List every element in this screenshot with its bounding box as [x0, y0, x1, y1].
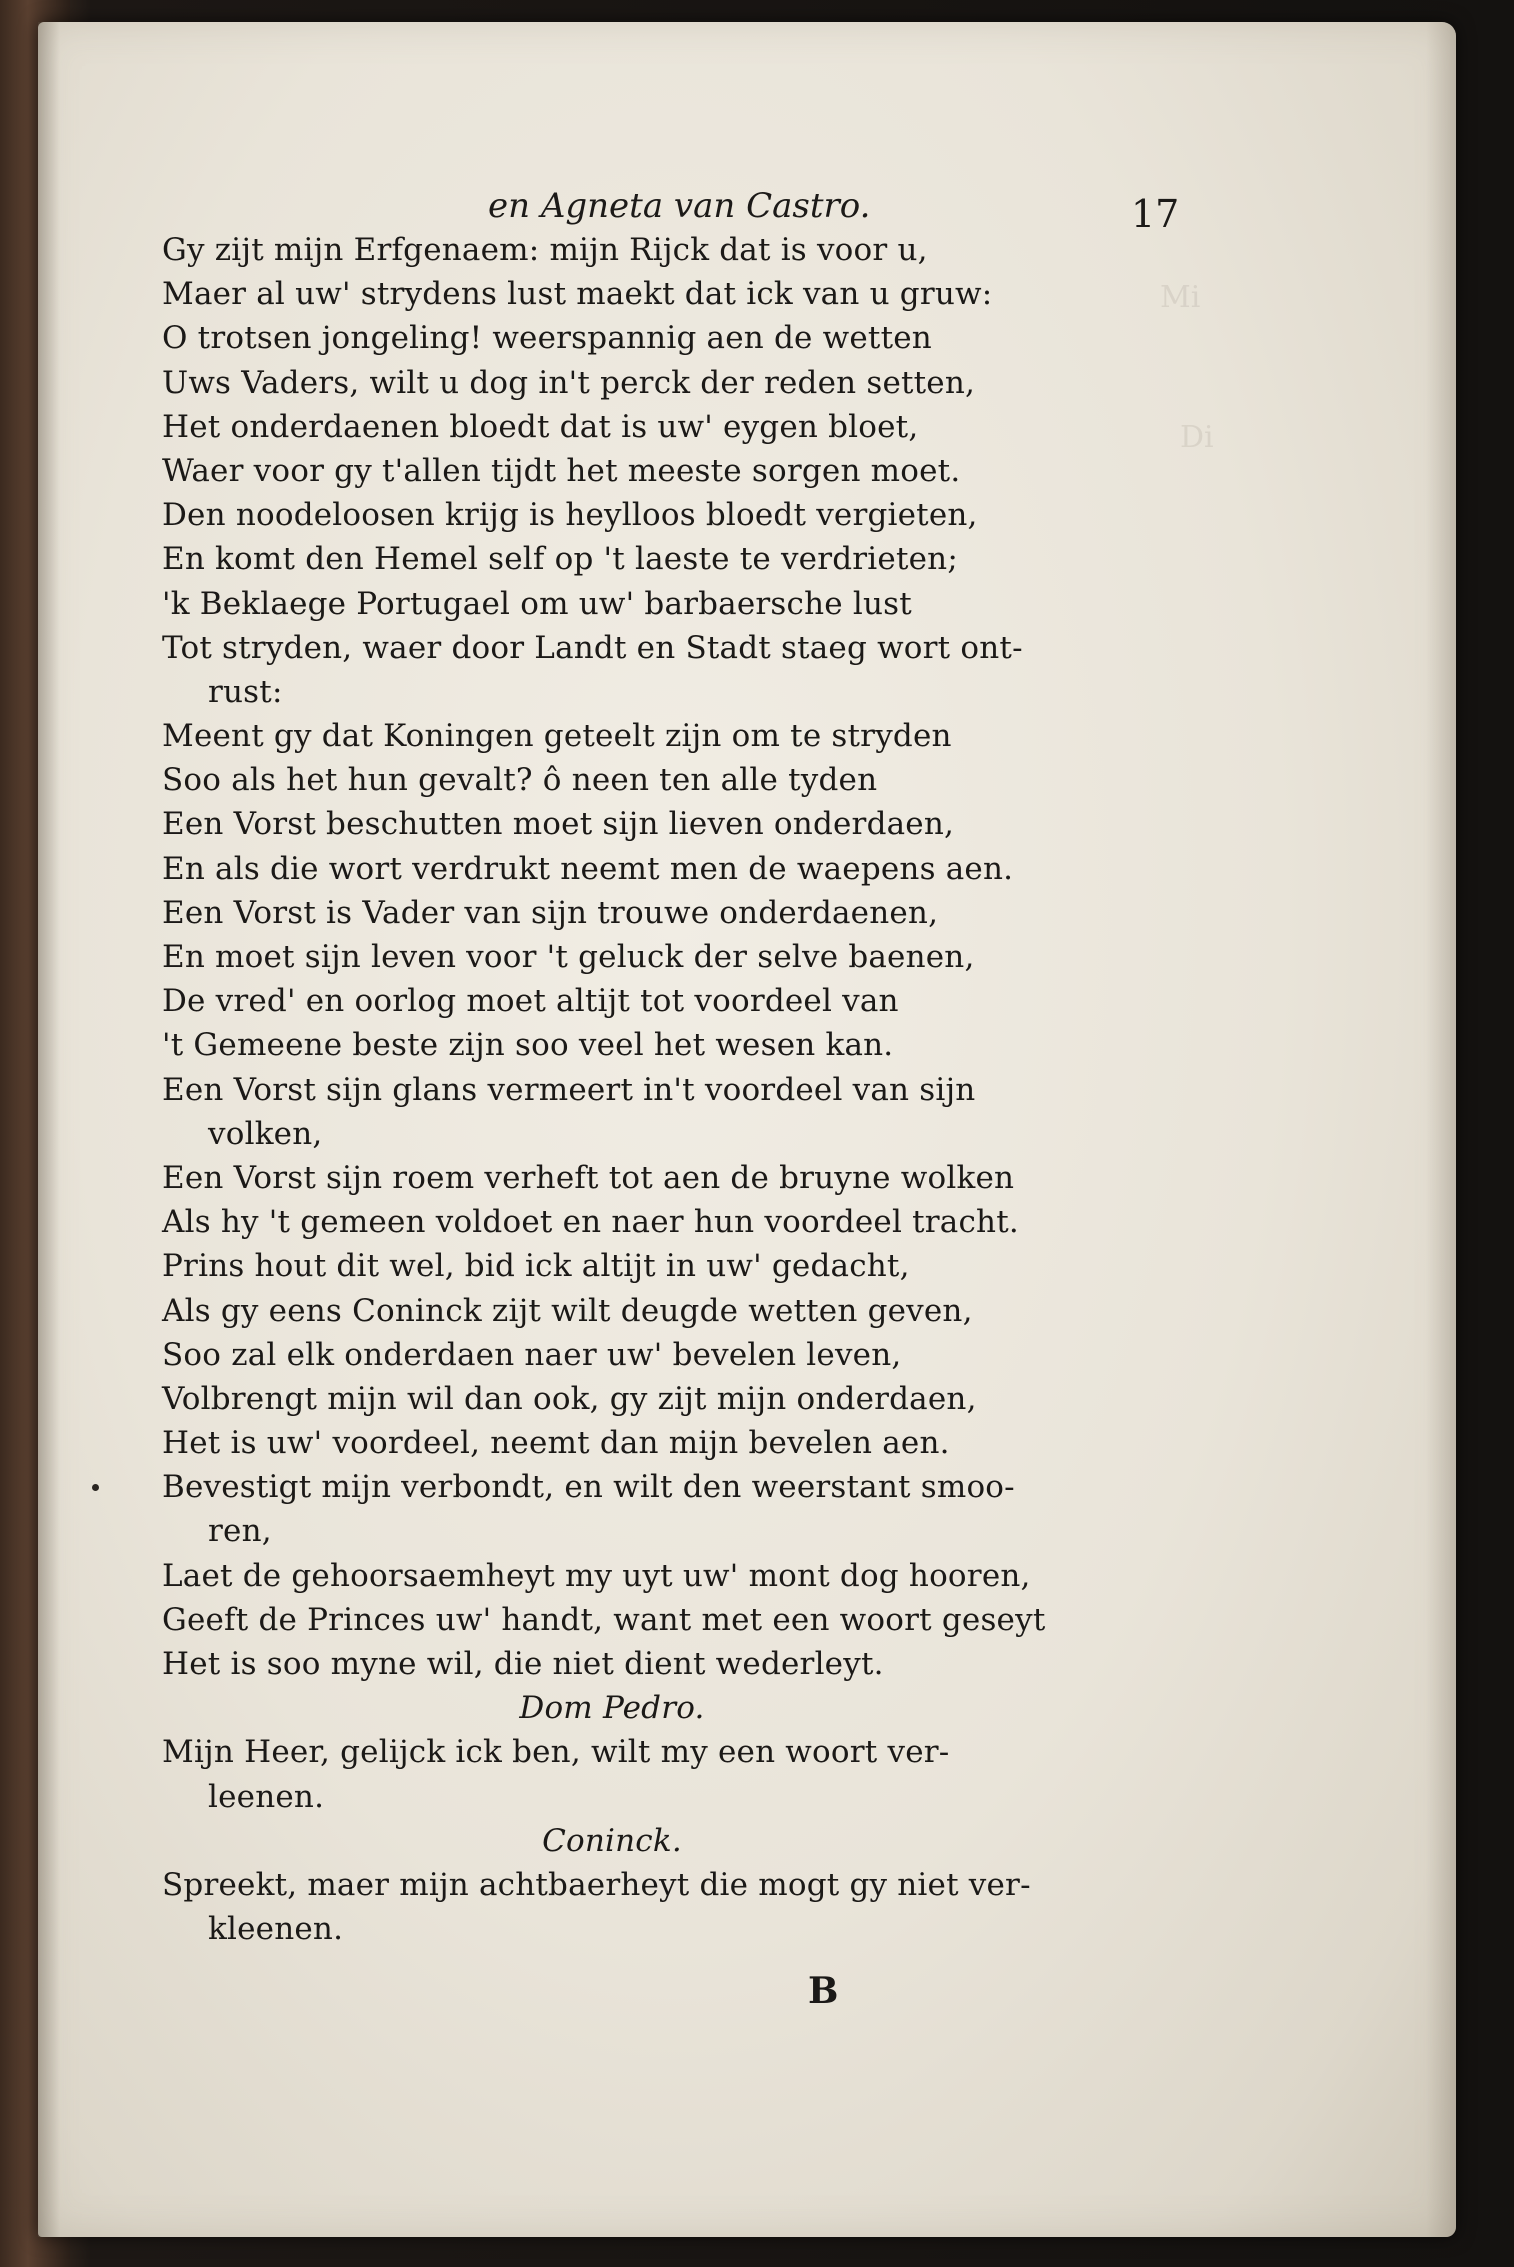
verse-line: Als hy 't gemeen voldoet en naer hun voordeel tracht. [162, 1204, 1019, 1241]
verse-line: 'k Beklaege Portugael om uw' barbaersche lust [162, 585, 912, 622]
verse-line: Den noodeloosen krijg is heylloos bloedt vergieten, [162, 497, 978, 534]
verse-line-continuation: kleenen. [208, 1911, 344, 1948]
verse-line: En als die wort verdrukt neemt men de waepens aen. [162, 850, 1014, 887]
show-through-text: Mi [1160, 280, 1201, 315]
verse-line-continuation: rust: [208, 673, 283, 710]
signature-mark: B [808, 1970, 839, 2012]
verse-line-continuation: volken, [208, 1115, 323, 1152]
verse-line: Prins hout dit wel, bid ick altijt in uw' gedacht, [162, 1248, 910, 1285]
verse-line: Mijn Heer, gelijck ick ben, wilt my een woort ver- [162, 1734, 950, 1771]
verse-line: 't Gemeene beste zijn soo veel het wesen kan. [162, 1027, 894, 1064]
verse-line: Het onderdaenen bloedt dat is uw' eygen bloet, [162, 408, 919, 445]
verse-line: Tot stryden, waer door Landt en Stadt staeg wort ont- [162, 629, 1023, 666]
page-gutter-shadow [38, 22, 60, 2237]
verse-line: Bevestigt mijn verbondt, en wilt den weerstant smoo- [162, 1469, 1015, 1506]
verse-line: Een Vorst sijn glans vermeert in't voordeel van sijn [162, 1071, 976, 1108]
verse-line: Spreekt, maer mijn achtbaerheyt die mogt gy niet ver- [162, 1866, 1031, 1903]
ink-spot [92, 1484, 99, 1491]
verse-line: Een Vorst beschutten moet sijn lieven onderdaen, [162, 806, 955, 843]
verse-line-continuation: ren, [208, 1513, 272, 1550]
verse-line: Maer al uw' strydens lust maekt dat ick van u gruw: [162, 276, 993, 313]
verse-line: Soo zal elk onderdaen naer uw' bevelen leven, [162, 1336, 902, 1373]
verse-text-block [162, 228, 1172, 1951]
verse-line: En moet sijn leven voor 't geluck der selve baenen, [162, 939, 975, 975]
verse-line: Het is uw' voordeel, neemt dan mijn bevelen aen. [162, 1425, 950, 1462]
verse-line: Laet de gehoorsaemheyt my uyt uw' mont dog hooren, [162, 1557, 1031, 1594]
verse-line: Als gy eens Coninck zijt wilt deugde wetten geven, [162, 1292, 973, 1329]
verse-line: De vred' en oorlog moet altijt tot voordeel van [162, 983, 899, 1020]
verse-line-continuation: leenen. [208, 1778, 325, 1815]
verse-line: En komt den Hemel self op 't laeste te verdrieten; [162, 541, 958, 578]
verse-line: Het is soo myne wil, die niet dient wederleyt. [162, 1646, 884, 1682]
speaker-heading: Coninck. [542, 1822, 682, 1859]
show-through-text: Di [1180, 420, 1214, 455]
verse-line: Gy zijt mijn Erfgenaem: mijn Rijck dat is voor u, [162, 232, 928, 268]
verse-line: Soo als het hun gevalt? ô neen ten alle tyden [162, 762, 878, 799]
verse-line: Een Vorst sijn roem verheft tot aen de bruyne wolken [162, 1159, 1015, 1196]
page-number: 17 [1131, 192, 1180, 236]
verse-line: Meent gy dat Koningen geteelt zijn om te stryden [162, 718, 952, 755]
running-title: en Agneta van Castro. [488, 186, 871, 226]
verse-line: Volbrengt mijn wil dan ook, gy zijt mijn onderdaen, [162, 1380, 977, 1417]
verse-line: Waer voor gy t'allen tijdt het meeste sorgen moet. [162, 452, 961, 489]
verse-line: Uws Vaders, wilt u dog in't perck der reden setten, [162, 364, 976, 401]
verse-line: Geeft de Princes uw' handt, want met een woort geseyt [162, 1601, 1046, 1638]
speaker-heading: Dom Pedro. [519, 1690, 705, 1727]
verse-line: Een Vorst is Vader van sijn trouwe onderdaenen, [162, 894, 939, 931]
verse-line: O trotsen jongeling! weerspannig aen de wetten [162, 320, 932, 357]
